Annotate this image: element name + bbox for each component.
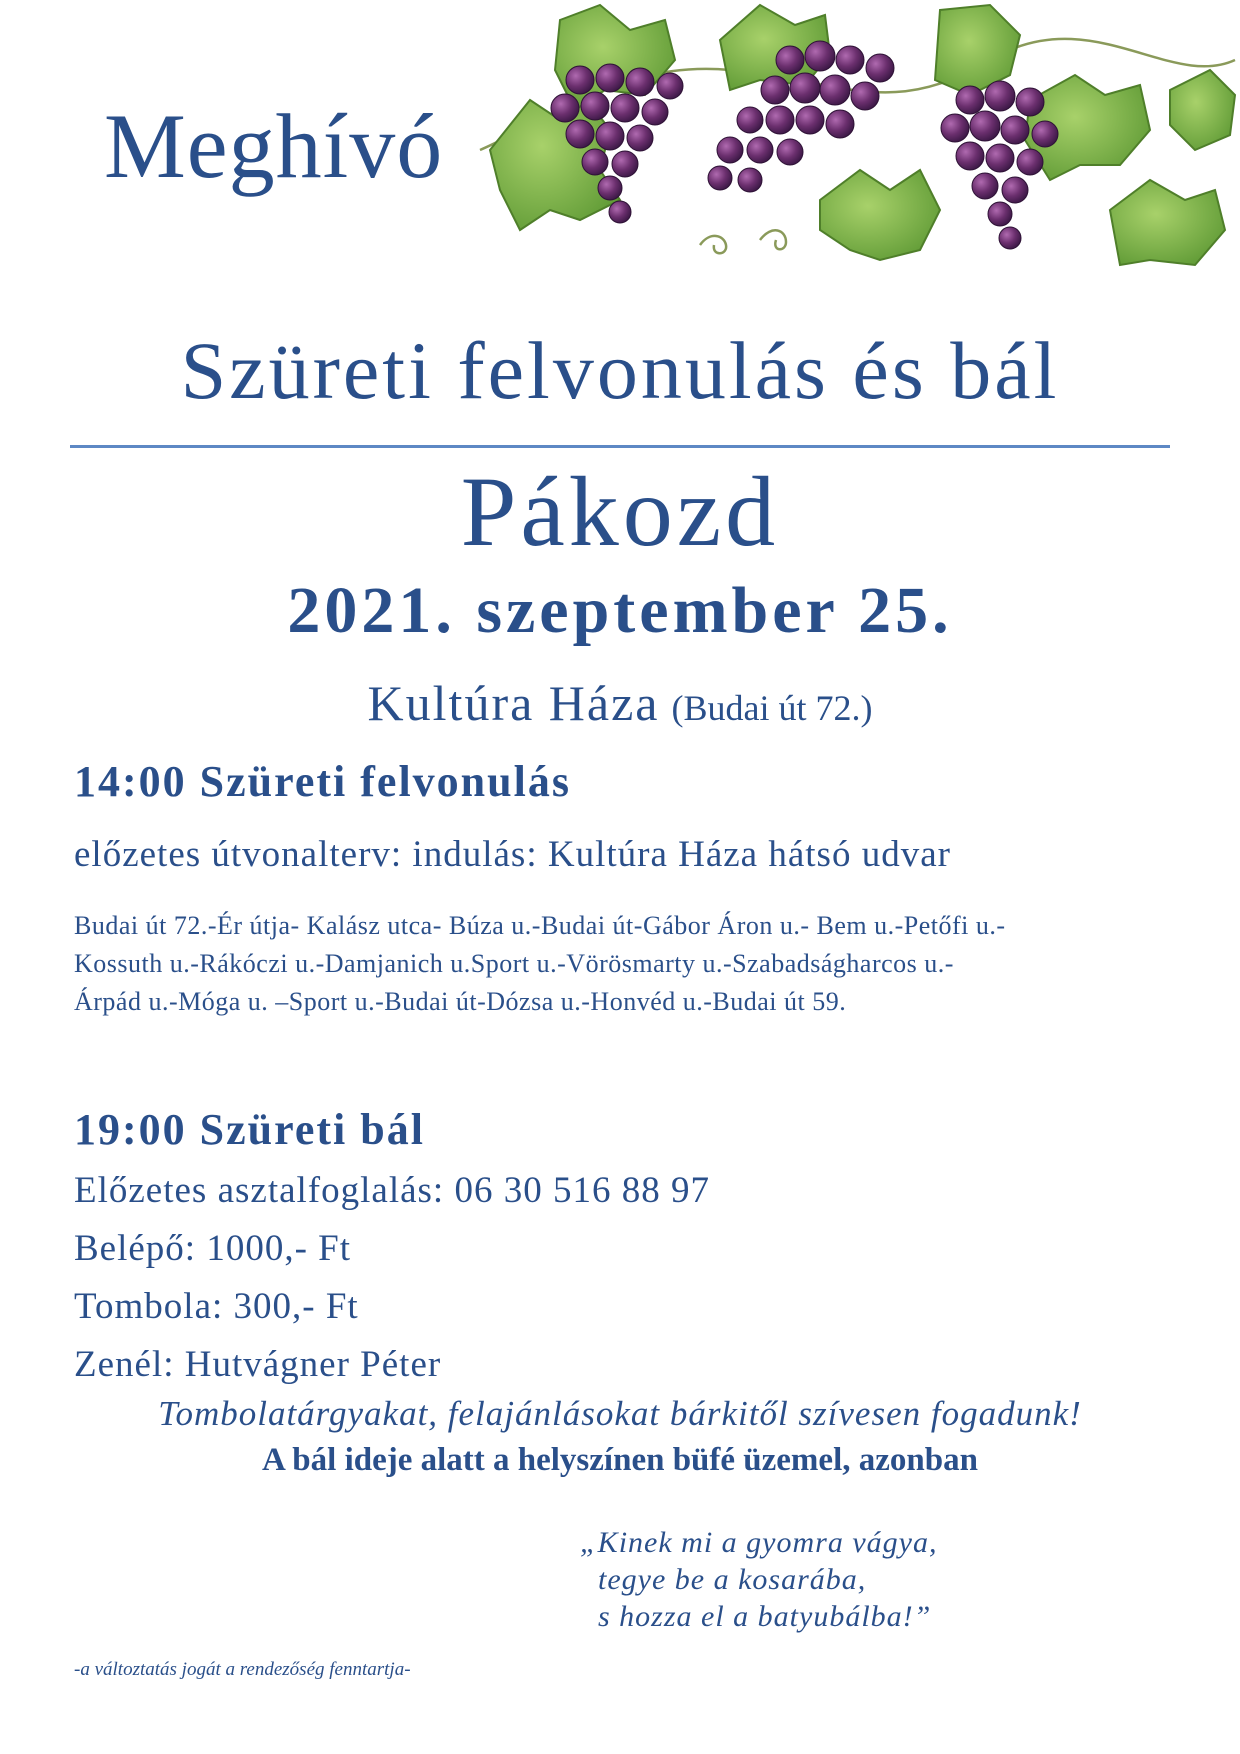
- reservation-info: Előzetes asztalfoglalás: 06 30 516 88 97: [74, 1170, 710, 1211]
- buffet-note: A bál ideje alatt a helyszínen büfé üzemel, azonban: [262, 1442, 978, 1478]
- disclaimer-note: -a változtatás jogát a rendezőség fenntartja-: [74, 1659, 411, 1680]
- music-info: Zenél: Hutvágner Péter: [74, 1344, 442, 1385]
- route-line: Budai út 72.-Ér útja- Kalász utca- Búza u.-Budai út-Gábor Áron u.- Bem u.-Petőfi u.-: [74, 911, 1006, 940]
- event-title: Szüreti felvonulás és bál: [180, 325, 1060, 416]
- route-description: [74, 907, 1174, 1021]
- raffle-fee: Tombola: 300,- Ft: [74, 1286, 359, 1327]
- quote-line: „Kinek mi a gyomra vágya,: [580, 1526, 938, 1559]
- rhyme-quote: [580, 1524, 937, 1635]
- event-town: Pákozd: [460, 456, 780, 567]
- route-line: Kossuth u.-Rákóczi u.-Damjanich u.Sport u.-Vörösmarty u.-Szabadságharcos u.-: [74, 949, 954, 978]
- invitation-heading: Meghívó: [104, 95, 444, 197]
- quote-line: s hozza el a batyubálba!”: [598, 1600, 932, 1633]
- venue-name: Kultúra Háza: [367, 675, 660, 731]
- route-intro: előzetes útvonalterv: indulás: Kultúra Háza hátsó udvar: [74, 834, 951, 875]
- grape-vine-illustration: [470, 0, 1240, 290]
- venue-address: (Budai út 72.): [671, 688, 873, 728]
- parade-heading: 14:00 Szüreti felvonulás: [74, 757, 571, 806]
- quote-line: tegye be a kosarába,: [598, 1563, 867, 1596]
- event-date: 2021. szeptember 25.: [287, 574, 953, 647]
- raffle-offers-note: Tombolatárgyakat, felajánlásokat bárkitől szívesen fogadunk!: [158, 1394, 1082, 1433]
- route-line: Árpád u.-Móga u. –Sport u.-Budai út-Dózsa u.-Honvéd u.-Budai út 59.: [74, 987, 847, 1016]
- event-venue: [0, 675, 1240, 731]
- entry-fee: Belépő: 1000,- Ft: [74, 1228, 352, 1269]
- ball-heading: 19:00 Szüreti bál: [74, 1105, 425, 1154]
- title-divider: [70, 445, 1170, 448]
